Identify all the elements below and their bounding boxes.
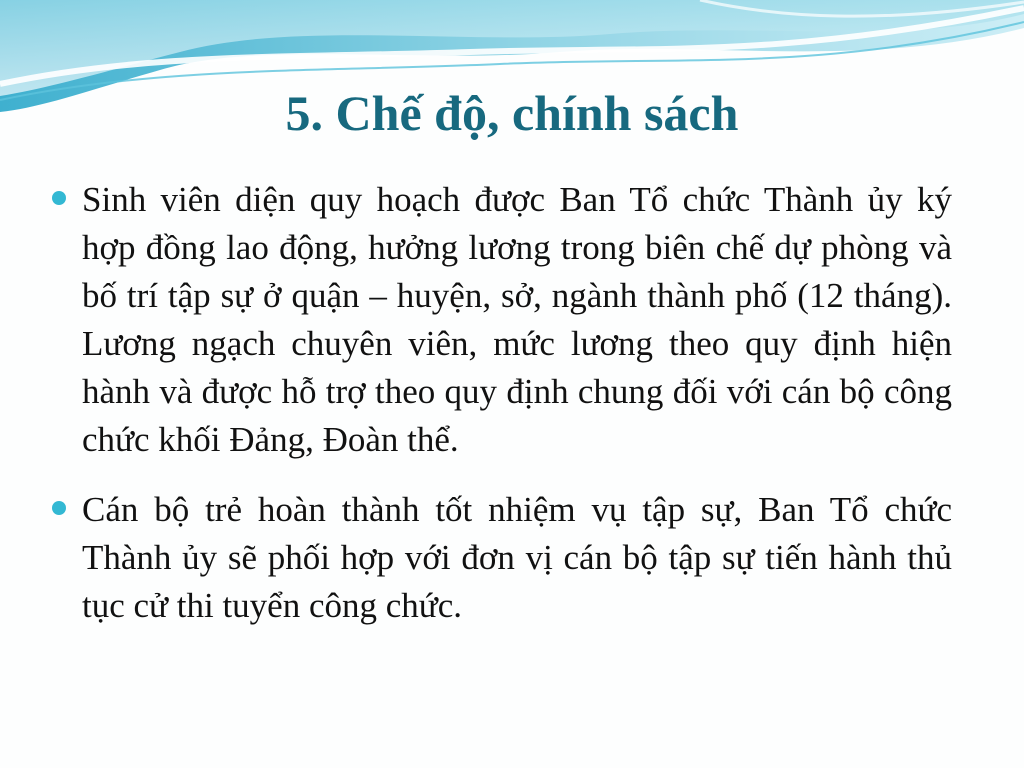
bullet-list xyxy=(50,176,952,652)
bullet-dot-icon xyxy=(52,501,66,515)
bullet-dot-icon xyxy=(52,191,66,205)
list-item xyxy=(50,486,952,630)
bullet-text: Sinh viên diện quy hoạch được Ban Tổ chức Thành ủy ký hợp đồng lao động, hưởng lương trong biên chế dự phòng và bố trí tập sự ở quận – huyện, sở, ngành thành phố (12 tháng). Lương ngạch chuyên viên, mức lương theo quy định hiện hành và được hỗ trợ theo quy định chung đối với cán bộ công chức khối Đảng, Đoàn thể. xyxy=(82,180,952,459)
list-item xyxy=(50,176,952,464)
slide-title: 5. Chế độ, chính sách xyxy=(285,85,739,141)
bullet-text: Cán bộ trẻ hoàn thành tốt nhiệm vụ tập sự, Ban Tổ chức Thành ủy sẽ phối hợp với đơn vị cán bộ tập sự tiến hành thủ tục cử thi tuyển công chức. xyxy=(82,490,952,625)
